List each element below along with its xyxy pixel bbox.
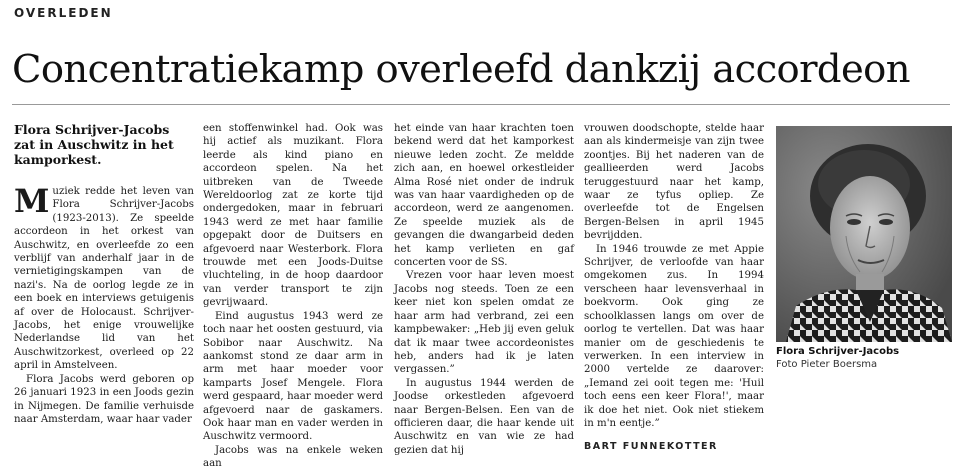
- article-column-2: [203, 122, 383, 470]
- paragraph-10: In 1946 trouwde ze met Appie Schrijver, de verloofde van haar omgekomen zus. In 1994 verscheen haar levensverhaal in boekvorm. Ook ging ze schoolklassen langs om over de oorlog te vertellen. Dat was haar manier om de geschiedenis te verwerken. In een interview in 2000 vertelde ze daarover: „Iemand zei ooit tegen me: 'Huil toch eens een keer Flora!', maar ik doe het niet. Ook niet stiekem in m'n eentje.”: [584, 243, 764, 429]
- paragraph-7: Vrezen voor haar leven moest Jacobs nog steeds. Toen ze een keer niet kon spelen omdat ze haar arm had verbrand, zei een kampbewaker: „Heb jij even geluk dat ik maar twee accordeonistes heb, anders had ik je laten vergassen.”: [394, 270, 574, 376]
- headline-rule: [12, 104, 950, 105]
- portrait-illustration: [776, 126, 952, 342]
- paragraph-8: In augustus 1944 werden de Joodse orkestleden afgevoerd naar Bergen-Belsen. Een van de officieren daar, die haar kende uit Auschwitz en van wie ze had gezien dat hij: [394, 377, 574, 456]
- paragraph-1-text: uziek redde het leven van Flora Schrijver-Jacobs (1923-2013). Ze speelde accordeon in het orkest van Auschwitz, en overleefde zo een verblijf van anderhalf jaar in de vernietigingskampen van de nazi's. Na de oorlog legde ze in een boek en interviews getuigenis af over de Holocaust. Schrijver-Jacobs, het enige vrouwelijke Nederlandse lid van het Auschwitzorkest, overleed op 22 april in Amstelveen.: [14, 186, 194, 372]
- paragraph-9: vrouwen doodschopte, stelde haar aan als kindermeisje van zijn twee zoontjes. Bij het naderen van de geallieerden werd Jacobs teruggestuurd naar het kamp, waar ze tyfus opliep. Ze overleefde tot de Engelsen Bergen-Belsen in april 1945 bevrijdden.: [584, 123, 764, 242]
- paragraph-2: Flora Jacobs werd geboren op 26 januari 1923 in een Joods gezin in Nijmegen. De familie verhuisde naar Amsterdam, waar haar vader: [14, 373, 194, 425]
- paragraph-4: Eind augustus 1943 werd ze toch naar het oosten gestuurd, via Sobibor naar Auschwitz. Na aankomst stond ze daar arm in arm met haar moeder voor kamparts Josef Mengele. Flora werd gespaard, haar moeder werd afgevoerd naar de gaskamers. Ook haar man en vader werden in Auschwitz vermoord.: [203, 310, 383, 443]
- caption-credit: Foto Pieter Boersma: [776, 358, 878, 370]
- portrait-photo: [776, 126, 952, 342]
- paragraph-6: het einde van haar krachten toen bekend werd dat het kamporkest nieuwe leden zocht. Ze meldde zich aan, en hoewel orkestleider Alma Rosé niet onder de indruk was van haar vaardigheden op de accordeon, werd ze aangenomen. Ze speelde muziek als de gevangen die dwangarbeid deden het kamp verlieten en gaf concerten voor de SS.: [394, 123, 574, 269]
- photo-caption: [776, 346, 956, 371]
- article-column-4: [584, 122, 764, 453]
- paragraph-5: Jacobs was na enkele weken aan: [203, 444, 383, 470]
- byline: BART FUNNEKOTTER: [584, 441, 718, 453]
- article-column-1: [14, 122, 194, 425]
- headline: Concentratiekamp overleefd dankzij accordeon: [12, 47, 910, 92]
- caption-name: Flora Schrijver-Jacobs: [776, 346, 900, 357]
- intro-text: Flora Schrijver-Jacobs zat in Auschwitz in het kamporkest.: [14, 122, 174, 167]
- drop-cap: M: [14, 182, 50, 220]
- paragraph-3: een stoffenwinkel had. Ook was hij actief als muzikant. Flora leerde als kind piano en accordeon spelen. Na het uitbreken van de Tweede Wereldoorlog zat ze korte tijd ondergedoken, maar in februari 1943 werd ze met haar familie opgepakt door de Duitsers en afgevoerd naar Westerbork. Flora trouwde met een Joods-Duitse vluchteling, in de hoop daardoor van verder transport te zijn gevrijwaard.: [203, 123, 383, 309]
- section-label: OVERLEDEN: [14, 6, 113, 20]
- paragraph-1: [14, 182, 194, 373]
- article-column-3: [394, 122, 574, 456]
